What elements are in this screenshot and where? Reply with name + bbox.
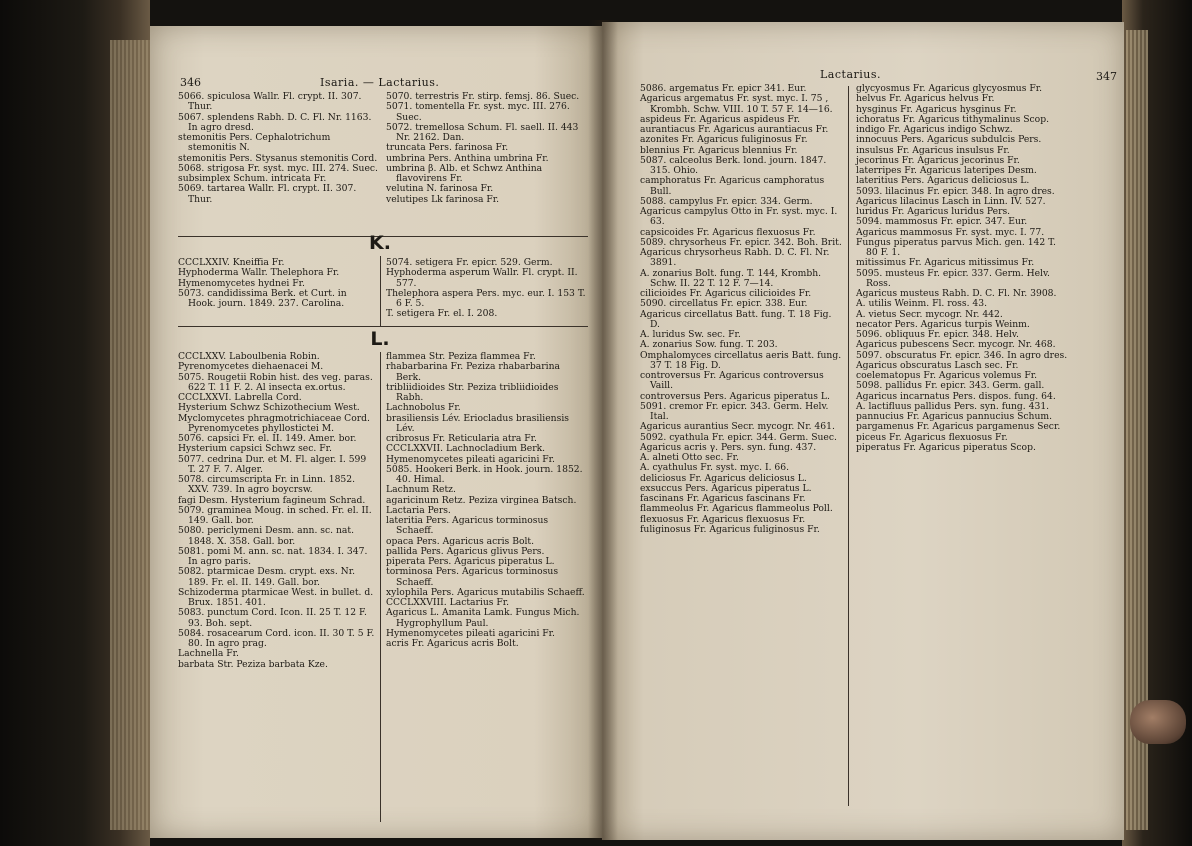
entry: innocuus Pers. Agaricus subdulcis Pers. (856, 134, 1042, 146)
entry: 5098. pallidus Fr. epicr. 343. Germ. gall. (856, 380, 1045, 392)
entry: 5072. tremellosa Schum. Fl. saell. II. 443 Nr. 2162. Dan. (386, 121, 579, 143)
entry: CCCLXXVII. Lachnocladium Berk. (386, 443, 546, 455)
entry: acris Fr. Agaricus acris Bolt. (386, 638, 519, 649)
entry: jecorinus Fr. Agaricus jecorinus Fr. (856, 154, 1020, 166)
entry: agaricinum Retz. Peziza virginea Batsch. (386, 494, 577, 506)
book-edge-left (0, 0, 150, 846)
entry: cilicioides Fr. Agaricus cilicioides Fr. (640, 288, 812, 299)
entry: indigo Fr. Agaricus indigo Schwz. (856, 124, 1013, 135)
entry: 5076. capsici Fr. el. II. 149. Amer. bor. (178, 433, 357, 444)
entry: 5066. spiculosa Wallr. Fl. crypt. II. 307. Thur. (178, 91, 362, 113)
left-l-column-2 (386, 352, 586, 649)
entry: flammeolus Fr. Agaricus flammeolus Poll. (640, 503, 833, 515)
entry: 5092. cyathula Fr. epicr. 344. Germ. Suec. (640, 431, 837, 443)
entry: Hyphoderma asperum Wallr. Fl. crypt. II. 577. (386, 267, 578, 289)
entry: Lachnella Fr. (178, 648, 239, 660)
entry: necator Pers. Agaricus turpis Weinm. (856, 318, 1030, 330)
l-section-rule (178, 326, 588, 327)
entry: 5083. punctum Cord. Icon. II. 25 T. 12 F. 93. Boh. sept. (178, 607, 367, 629)
entry: Hysterium capsici Schwz sec. Fr. (178, 443, 332, 455)
entry: 5067. splendens Rabh. D. C. Fl. Nr. 1163. In agro dresd. (178, 111, 372, 133)
entry: truncata Pers. farinosa Fr. (386, 142, 509, 154)
entry: Agaricus L. Amanita Lamk. Fungus Mich. Hygrophyllum Paul. (386, 607, 580, 629)
left-page-number: 346 (180, 76, 201, 89)
entry: opaca Pers. Agaricus acris Bolt. (386, 535, 535, 547)
left-k-column-2 (386, 258, 586, 320)
entry: glycyosmus Fr. Agaricus glycyosmus Fr. (856, 83, 1043, 94)
entry: umbrina β. Alb. et Schwz Anthina flavovirens Fr. (386, 162, 543, 184)
right-running-head: Lactarius. (820, 68, 882, 81)
book-gutter (588, 20, 618, 840)
entry: 5074. setigera Fr. epicr. 529. Germ. (386, 257, 553, 268)
entry: azonites Fr. Agaricus fuliginosus Fr. (640, 134, 808, 146)
entry: Pyrenomycetes diehaenacei M. (178, 361, 324, 373)
right-column-divider (848, 86, 849, 806)
entry: 5071. tomentella Fr. syst. myc. III. 276. Suec. (386, 101, 570, 123)
entry: 5084. rosacearum Cord. icon. II. 30 T. 5 F. 80. In agro prag. (178, 627, 375, 649)
entry: luridus Fr. Agaricus luridus Pers. (856, 206, 1011, 217)
entry: stemonitis Pers. Cephalotrichum stemonitis N. (178, 132, 331, 154)
right-column-2 (856, 84, 1068, 453)
entry: mitissimus Fr. Agaricus mitissimus Fr. (856, 257, 1035, 269)
entry: Lactaria Pers. (386, 504, 451, 516)
entry: umbrina Pers. Anthina umbrina Fr. (386, 152, 549, 164)
entry: torminosa Pers. Agaricus torminosus Schaeff. (386, 566, 559, 588)
entry: xylophila Pers. Agaricus mutabilis Schaeff. (386, 586, 585, 598)
entry: 5080. periclymeni Desm. ann. sc. nat. 1848. X. 358. Gall. bor. (178, 525, 355, 547)
entry: Omphalomyces circellatus aeris Batt. fung. 37 T. 18 Fig. D. (640, 349, 842, 371)
entry: piperata Pers. Agaricus piperatus L. (386, 556, 555, 567)
entry: Myclomycetes phragmotrichiaceae Cord. Pyrenomycetes phyllostictei M. (178, 412, 370, 434)
entry: stemonitis Pers. Stysanus stemonitis Cord. (178, 152, 378, 164)
entry: Lachnobolus Fr. (386, 402, 461, 414)
entry: pargamenus Fr. Agaricus pargamenus Secr. (856, 421, 1061, 433)
entry: Agaricus acris γ. Pers. syn. fung. 437. (640, 441, 817, 453)
entry: 5077. cedrina Dur. et M. Fl. alger. I. 599 T. 27 F. 7. Alger. (178, 453, 367, 475)
entry: helvus Fr. Agaricus helvus Fr. (856, 93, 995, 105)
entry: Lachnum Retz. (386, 484, 456, 496)
entry: Agaricus pubescens Secr. mycogr. Nr. 468. (856, 339, 1056, 351)
entry: A. lactifluus pallidus Pers. syn. fung. 431. (856, 400, 1050, 412)
entry: CCCLXXVI. Labrella Cord. (178, 392, 302, 403)
entry: capsicoides Fr. Agaricus flexuosus Fr. (640, 226, 816, 238)
entry: A. luridus Sw. sec. Fr. (640, 329, 741, 340)
left-l-column-1 (178, 352, 376, 670)
entry: deliciosus Fr. Agaricus deliciosus L. (640, 472, 807, 484)
entry: 5096. obliquus Fr. epicr. 348. Helv. (856, 329, 1019, 340)
entry: velutipes Lk farinosa Fr. (386, 193, 500, 205)
entry: Agaricus chrysorheus Rabh. D. C. Fl. Nr. 3891. (640, 247, 830, 269)
entry: flammea Str. Peziza flammea Fr. (386, 351, 536, 362)
entry: brasiliensis Lév. Eriocladus brasiliensis Lév. (386, 412, 569, 434)
entry: camphoratus Fr. Agaricus camphoratus Bull. (640, 175, 825, 197)
entry: lateritius Pers. Agaricus deliciosus L. (856, 175, 1030, 187)
entry: Agaricus mammosus Fr. syst. myc. I. 77. (856, 226, 1045, 238)
entry: A. utilis Weinm. Fl. ross. 43. (856, 298, 988, 310)
entry: 5078. circumscripta Fr. in Linn. 1852. XXV. 739. In agro boycrsw. (178, 474, 356, 496)
entry: 5089. chrysorheus Fr. epicr. 342. Boh. Brit. (640, 236, 842, 248)
entry: Agaricus lilacinus Lasch in Linn. IV. 527. (856, 195, 1046, 207)
entry: Hymenomycetes pileati agaricini Fr. (386, 453, 555, 465)
entry: Hymenomycetes pileati agaricini Fr. (386, 627, 555, 639)
entry: 5075. Rougetii Robin hist. des veg. paras. 622 T. 11 F. 2. Al insecta ex.ortus. (178, 371, 373, 393)
entry: 5087. calceolus Berk. lond. journ. 1847. 315. Ohio. (640, 154, 827, 176)
entry: Hymenomycetes hydnei Fr. (178, 277, 305, 289)
entry: Agaricus circellatus Batt. fung. T. 18 Fig. D. (640, 308, 832, 330)
entry: Hysterium Schwz Schizothecium West. (178, 402, 360, 414)
entry: 5093. lilacinus Fr. epicr. 348. In agro dres. (856, 185, 1055, 197)
entry: fuliginosus Fr. Agaricus fuliginosus Fr. (640, 523, 820, 535)
entry: CCCLXXVIII. Lactarius Fr. (386, 597, 510, 608)
section-letter-k: K. (369, 232, 391, 254)
left-i-column-2 (386, 92, 586, 205)
entry: insulsus Fr. Agaricus insulsus Fr. (856, 144, 1010, 156)
entry: flexuosus Fr. Agaricus flexuosus Fr. (640, 513, 806, 525)
entry: controversus Pers. Agaricus piperatus L. (640, 390, 830, 402)
entry: T. setigera Fr. el. I. 208. (386, 308, 498, 320)
entry: 5081. pomi M. ann. sc. nat. 1834. I. 347. In agro paris. (178, 545, 368, 567)
entry: controversus Fr. Agaricus controversus Vaill. (640, 370, 824, 392)
thumb (1130, 700, 1186, 744)
entry: tribliidioides Str. Peziza tribliidioides Rabh. (386, 381, 559, 403)
entry: Schizoderma ptarmicae West. in bullet. d. Brux. 1851. 401. (178, 586, 374, 608)
entry: fagi Desm. Hysterium fagineum Schrad. (178, 494, 366, 506)
entry: Agaricus musteus Rabh. D. C. Fl. Nr. 3908. (856, 288, 1057, 299)
entry: A. alneti Otto sec. Fr. (640, 452, 739, 463)
entry: 5097. obscuratus Fr. epicr. 346. In agro dres. (856, 349, 1068, 361)
entry: ichoratus Fr. Agaricus tithymalinus Scop. (856, 113, 1050, 125)
entry: Agaricus aurantius Secr. mycogr. Nr. 461. (640, 421, 835, 433)
entry: fascinans Fr. Agaricus fascinans Fr. (640, 493, 806, 504)
entry: A. vietus Secr. mycogr. Nr. 442. (856, 308, 1003, 320)
left-i-column-1 (178, 92, 378, 205)
entry: 5085. Hookeri Berk. in Hook. journ. 1852. 40. Himal. (386, 463, 583, 485)
entry: 5088. campylus Fr. epicr. 334. Germ. (640, 195, 813, 207)
entry: Agaricus incarnatus Pers. dispos. fung. 64. (856, 390, 1056, 402)
entry: piceus Fr. Agaricus flexuosus Fr. (856, 431, 1008, 443)
entry: Fungus piperatus parvus Mich. gen. 142 T. 80 F. 1. (856, 236, 1056, 258)
entry: subsimplex Schum. intricata Fr. (178, 173, 327, 184)
entry: Agaricus campylus Otto in Fr. syst. myc. I. 63. (640, 206, 838, 228)
right-column-1 (640, 84, 842, 535)
entry: A. cyathulus Fr. syst. myc. I. 66. (640, 462, 790, 474)
left-k-column-1 (178, 258, 376, 309)
entry: Agaricus obscuratus Lasch sec. Fr. (856, 359, 1019, 371)
entry: rhabarbarina Fr. Peziza rhabarbarina Berk. (386, 361, 560, 383)
entry: 5069. tartarea Wallr. Fl. crypt. II. 307. Thur. (178, 183, 357, 205)
l-column-divider (380, 352, 381, 822)
entry: A. zonarius Bolt. fung. T. 144, Krombh. Schw. II. 22 T. 12 F. 7—14. (640, 267, 822, 289)
entry: laterripes Fr. Agaricus lateripes Desm. (856, 165, 1037, 176)
entry: Agaricus argematus Fr. syst. myc. I. 75 , Krombh. Schw. VIII. 10 T. 57 F. 14—16. (640, 93, 833, 115)
entry: pannucius Fr. Agaricus pannucius Schum. (856, 411, 1053, 422)
entry: pallida Pers. Agaricus glivus Pers. (386, 545, 545, 557)
entry: CCCLXXV. Laboulbenia Robin. (178, 351, 320, 362)
entry: 5090. circellatus Fr. epicr. 338. Eur. (640, 298, 808, 310)
entry: 5079. graminea Moug. in sched. Fr. el. II. 149. Gall. bor. (178, 504, 372, 526)
entry: cribrosus Fr. Reticularia atra Fr. (386, 433, 537, 444)
entry: Hyphoderma Wallr. Thelephora Fr. (178, 267, 340, 279)
entry: 5091. cremor Fr. epicr. 343. Germ. Helv. Ital. (640, 400, 829, 422)
entry: 5095. musteus Fr. epicr. 337. Germ. Helv. Ross. (856, 267, 1050, 289)
entry: 5082. ptarmicae Desm. crypt. exs. Nr. 189. Fr. el. II. 149. Gall. bor. (178, 566, 356, 588)
entry: exsuccus Pers. Agaricus piperatus L. (640, 482, 812, 494)
entry: 5070. terrestris Fr. stirp. femsj. 86. Suec. (386, 91, 580, 102)
k-column-divider (380, 256, 381, 326)
left-running-head: Isaria. — Lactarius. (320, 76, 440, 89)
entry: lateritia Pers. Agaricus torminosus Schaeff. (386, 515, 549, 537)
entry: piperatus Fr. Agaricus piperatus Scop. (856, 441, 1036, 453)
entry: coelematopus Fr. Agaricus volemus Fr. (856, 370, 1037, 381)
section-letter-l: L. (370, 328, 390, 350)
entry: velutina N. farinosa Fr. (386, 183, 494, 195)
entry: 5068. strigosa Fr. syst. myc. III. 274. Suec. (178, 162, 378, 174)
right-page-number: 347 (1096, 70, 1117, 83)
entry: aurantiacus Fr. Agaricus aurantiacus Fr. (640, 124, 829, 135)
entry: 5094. mammosus Fr. epicr. 347. Eur. (856, 216, 1028, 228)
entry: barbata Str. Peziza barbata Kze. (178, 658, 328, 670)
entry: 5073. candidissima Berk. et Curt. in Hook. journ. 1849. 237. Carolina. (178, 287, 347, 309)
entry: A. zonarius Sow. fung. T. 203. (640, 339, 778, 351)
entry: hysginus Fr. Agaricus hysginus Fr. (856, 103, 1017, 115)
entry: Thelephora aspera Pers. myc. eur. I. 153 T. 6 F. 5. (386, 287, 586, 309)
entry: 5086. argematus Fr. epicr 341. Eur. (640, 83, 807, 94)
entry: aspideus Fr. Agaricus aspideus Fr. (640, 113, 801, 125)
entry: blennius Fr. Agaricus blennius Fr. (640, 144, 798, 156)
entry: CCCLXXIV. Kneiffia Fr. (178, 257, 285, 268)
